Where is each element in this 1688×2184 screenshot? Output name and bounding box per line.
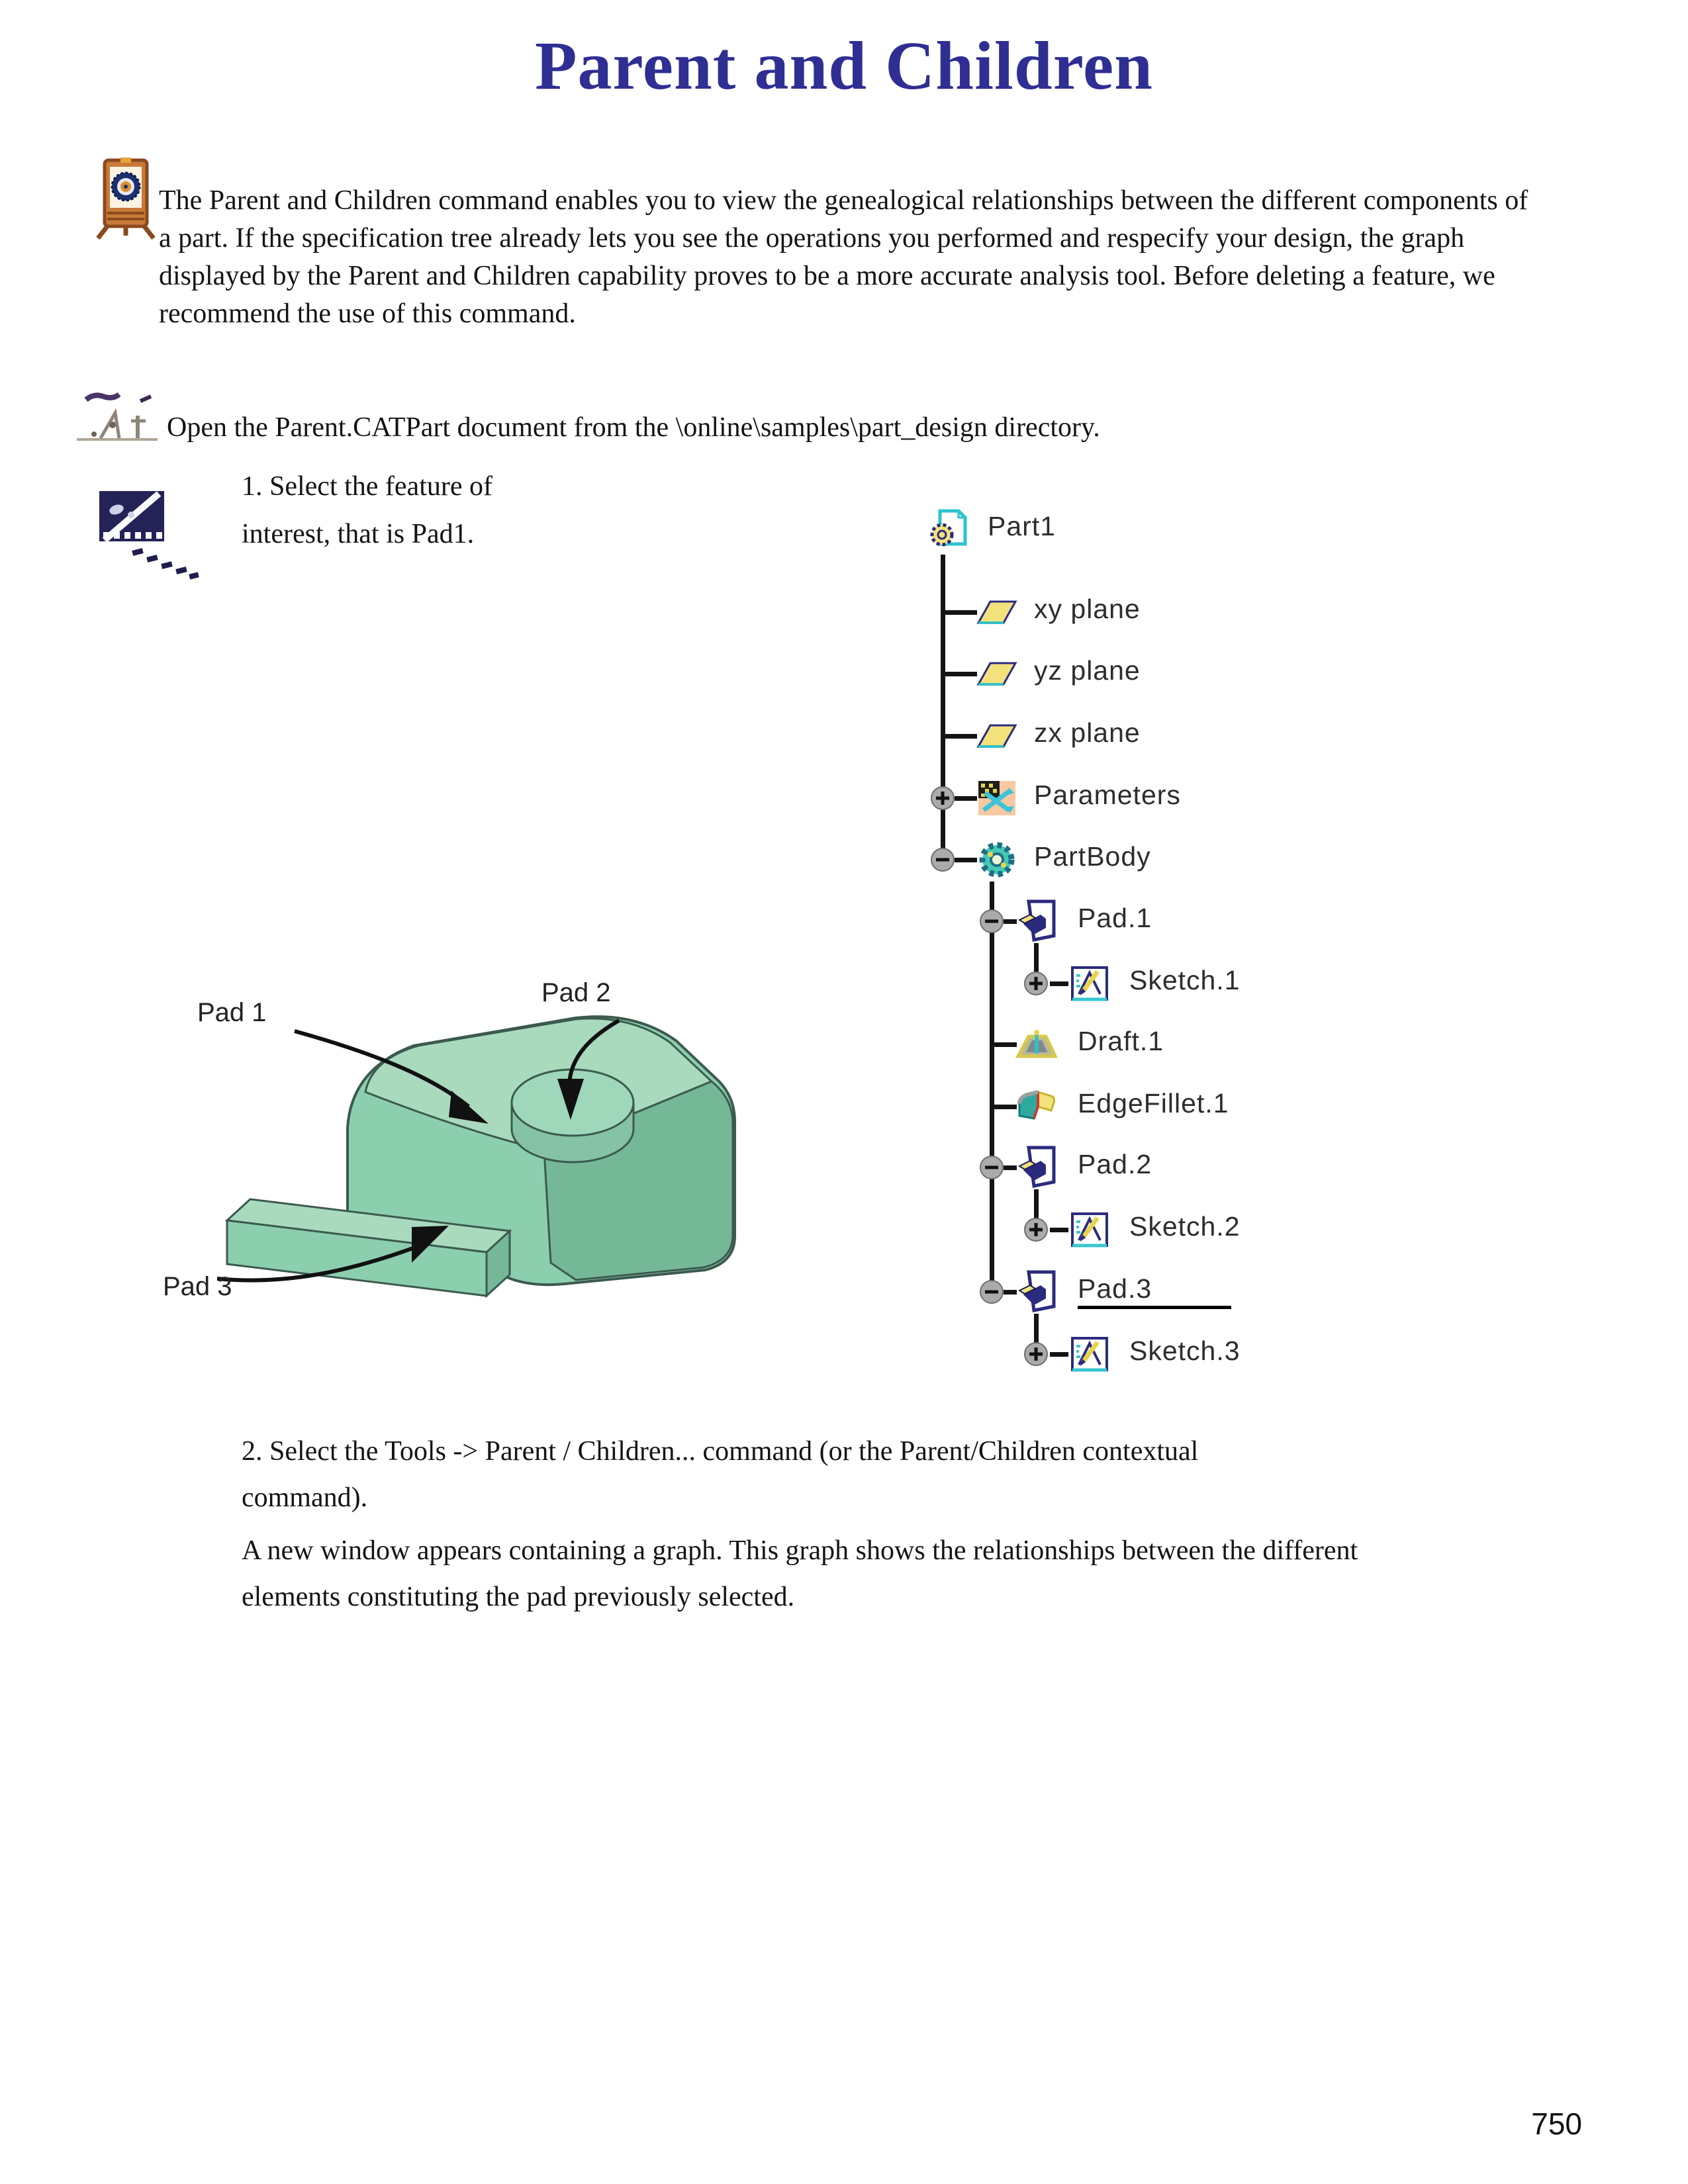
sketch-icon[interactable] <box>1067 961 1112 1006</box>
tree-item-edgefillet1[interactable]: EdgeFillet.1 <box>1078 1088 1229 1118</box>
partbody-gear-icon[interactable] <box>974 837 1019 882</box>
tree-item-xy-plane[interactable]: xy plane <box>1034 594 1141 624</box>
task-scenario-icon <box>98 484 217 590</box>
tree-trunk-2 <box>990 882 994 1292</box>
step2-line1: 2. Select the Tools -> Parent / Children... command (or the Parent/Children contextual <box>242 1436 1199 1467</box>
tree-branch-pad2 <box>1034 1189 1039 1230</box>
pad-icon[interactable] <box>1014 899 1059 944</box>
stub-edgefillet1 <box>990 1105 1017 1109</box>
pad3-label: Pad 3 <box>163 1272 232 1301</box>
pad-figure <box>152 953 748 1324</box>
tree-item-draft1[interactable]: Draft.1 <box>1078 1026 1164 1056</box>
parent-children-command-icon <box>91 158 160 241</box>
open-step-text: Open the Parent.CATPart document from the \online\samples\part_design directory. <box>167 412 1100 443</box>
expander-plus-icon[interactable] <box>1022 970 1050 997</box>
tree-item-partbody[interactable]: PartBody <box>1034 841 1151 872</box>
stub-parameters <box>955 796 977 801</box>
intro-paragraph: The Parent and Children command enables you to view the genealogical relationships between the different components of a part. If the specification tree already lets you see the operations you performed and respecify your design, the graph displayed by the Parent and Children capability proves to be a more accurate analysis tool. Before deleting a feature, we recommend the use of this command. <box>159 185 1528 329</box>
pad-icon[interactable] <box>1014 1145 1059 1190</box>
tree-item-parameters[interactable]: Parameters <box>1034 780 1181 810</box>
part-document-icon[interactable] <box>925 507 970 552</box>
expander-plus-icon[interactable] <box>929 784 957 812</box>
expander-minus-icon[interactable] <box>929 846 957 874</box>
stub-sketch2 <box>1050 1228 1068 1232</box>
tree-item-sketch3[interactable]: Sketch.3 <box>1129 1336 1241 1366</box>
page-number: 750 <box>1531 2107 1582 2141</box>
expander-minus-icon[interactable] <box>978 907 1006 935</box>
tree-item-pad3-selected[interactable]: Pad.3 <box>1078 1273 1231 1309</box>
expander-minus-icon[interactable] <box>978 1278 1006 1306</box>
stub-xy <box>941 610 977 615</box>
pad-icon[interactable] <box>1014 1269 1059 1314</box>
parameters-icon[interactable] <box>974 776 1019 821</box>
tree-item-pad2[interactable]: Pad.2 <box>1078 1149 1152 1179</box>
draft-icon[interactable] <box>1014 1022 1059 1067</box>
expander-plus-icon[interactable] <box>1022 1340 1050 1368</box>
expander-plus-icon[interactable] <box>1022 1216 1050 1244</box>
sketch-icon[interactable] <box>1067 1332 1112 1377</box>
plane-icon[interactable] <box>974 651 1019 696</box>
step1-line2: interest, that is Pad1. <box>242 519 475 549</box>
sketch-icon[interactable] <box>1067 1207 1112 1252</box>
step2-line2: command). <box>242 1482 368 1513</box>
stub-sketch3 <box>1050 1352 1068 1357</box>
stub-draft1 <box>990 1042 1017 1047</box>
stub-pad1 <box>1004 919 1017 924</box>
page-title: Parent and Children <box>535 28 1153 104</box>
tree-item-sketch2[interactable]: Sketch.2 <box>1129 1211 1241 1242</box>
tree-item-sketch1[interactable]: Sketch.1 <box>1129 965 1241 995</box>
tree-item-pad1[interactable]: Pad.1 <box>1078 903 1152 933</box>
stub-partbody <box>955 858 977 862</box>
plane-icon[interactable] <box>974 713 1019 758</box>
plane-icon[interactable] <box>974 590 1019 635</box>
pad1-label: Pad 1 <box>197 998 267 1027</box>
stub-pad3 <box>1004 1290 1017 1295</box>
tree-item-yz-plane[interactable]: yz plane <box>1034 655 1141 686</box>
step2-paragraph: A new window appears containing a graph. This graph shows the relationships between the different elements constituting the pad previously selected. <box>242 1535 1358 1612</box>
pad2-label: Pad 2 <box>541 978 611 1007</box>
stub-zx <box>941 734 977 739</box>
tree-branch-pad3 <box>1034 1314 1039 1354</box>
stub-yz <box>941 672 977 676</box>
stub-pad2 <box>1004 1165 1017 1170</box>
tree-item-zx-plane[interactable]: zx plane <box>1034 717 1141 748</box>
tree-item-part1[interactable]: Part1 <box>988 511 1056 541</box>
expander-minus-icon[interactable] <box>978 1154 1006 1181</box>
tree-trunk-1 <box>941 555 945 860</box>
step1-line1: 1. Select the feature of <box>242 471 492 502</box>
tree-branch-pad1 <box>1034 943 1039 983</box>
stub-sketch1 <box>1050 981 1068 986</box>
edgefillet-icon[interactable] <box>1014 1084 1059 1129</box>
open-document-icon <box>74 385 163 454</box>
